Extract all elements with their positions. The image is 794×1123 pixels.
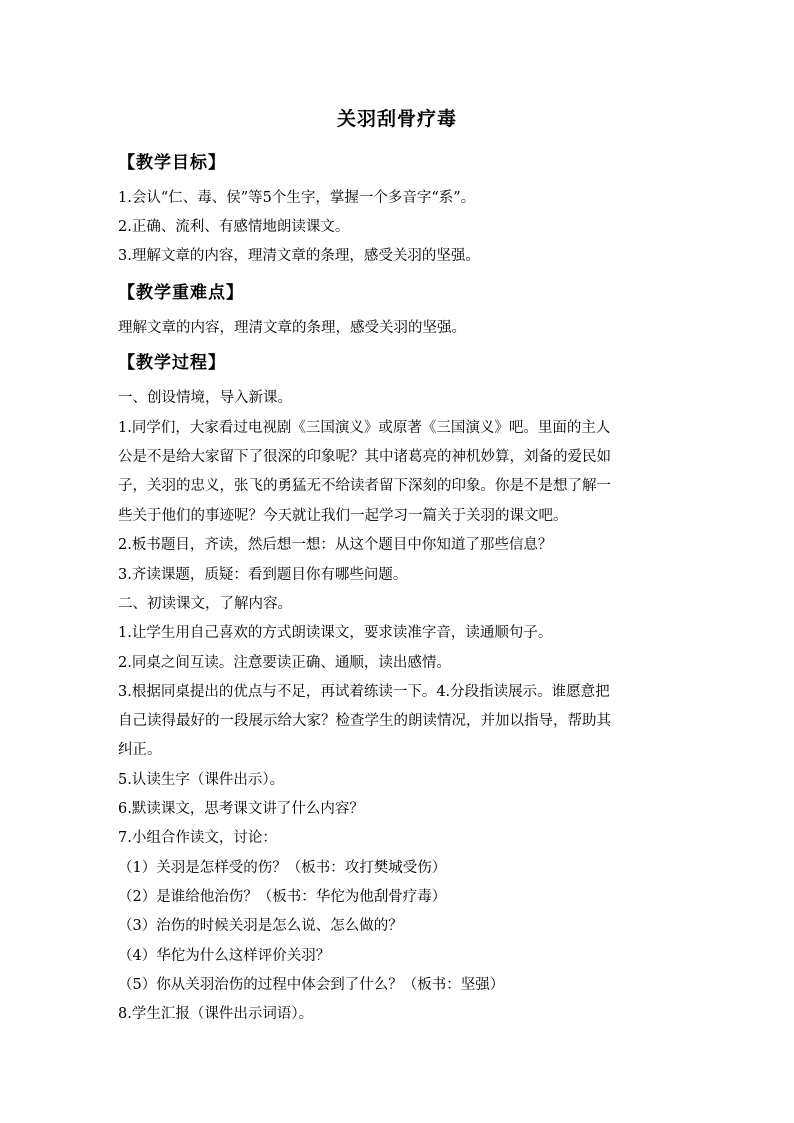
section-heading-goals: 【教学目标】 xyxy=(118,153,226,173)
process-line: 1.同学们，大家看过电视剧《三国演义》或原著《三国演义》吧。里面的主人 xyxy=(118,420,611,436)
process-line: 一、创设情境，导入新课。 xyxy=(118,390,292,406)
goal-item-1: 1.会认“仁、毒、侯”等5个生字，掌握一个多音字“系”。 xyxy=(118,190,476,206)
process-line: （2）是谁给他治伤？（板书：华佗为他刮骨疗毒） xyxy=(118,889,447,905)
process-line: （1）关羽是怎样受的伤？（板书：攻打樊城受伤） xyxy=(118,860,447,876)
process-line: 2.同桌之间互读。注意要读正确、通顺，读出感情。 xyxy=(118,655,451,671)
section-heading-key-points: 【教学重难点】 xyxy=(118,283,244,303)
process-line: 些关于他们的事迹呢？今天就让我们一起学习一篇关于关羽的课文吧。 xyxy=(118,508,568,524)
process-line: 子，关羽的忠义，张飞的勇猛无不给读者留下深刻的印象。你是不是想了解一 xyxy=(118,478,611,494)
process-line: 2.板书题目，齐读，然后想一想：从这个题目中你知道了那些信息？ xyxy=(118,537,553,553)
document-title: 关羽刮骨疗毒 xyxy=(336,108,457,130)
process-line: 7.小组合作读文，讨论： xyxy=(118,830,277,846)
goal-item-2: 2.正确、流利、有感情地朗读课文。 xyxy=(118,219,350,235)
goal-item-3: 3.理解文章的内容，理清文章的条理，感受关羽的坚强。 xyxy=(118,248,480,264)
process-line: 公是不是给大家留下了很深的印象呢？其中诸葛亮的神机妙算，刘备的爱民如 xyxy=(118,449,611,465)
process-line: 3.齐读课题，质疑：看到题目你有哪些问题。 xyxy=(118,567,408,583)
process-line: 二、初读课文，了解内容。 xyxy=(118,596,292,612)
process-line: （3）治伤的时候关羽是怎么说、怎么做的？ xyxy=(118,918,403,934)
process-line: 纠正。 xyxy=(118,742,162,758)
process-line: （4）华佗为什么这样评价关羽？ xyxy=(118,948,331,964)
process-line: 8.学生汇报（课件出示词语）。 xyxy=(118,1006,314,1022)
section-heading-process: 【教学过程】 xyxy=(118,353,226,373)
process-line: 自己读得最好的一段展示给大家？检查学生的朗读情况，并加以指导，帮助其 xyxy=(118,713,611,729)
process-line: 5.认读生字（课件出示）。 xyxy=(118,772,285,788)
key-points-text: 理解文章的内容，理清文章的条理，感受关羽的坚强。 xyxy=(118,320,466,336)
process-line: 1.让学生用自己喜欢的方式朗读课文，要求读准字音，读通顺句子。 xyxy=(118,625,553,641)
process-line: （5）你从关羽治伤的过程中体会到了什么？（板书：坚强） xyxy=(118,977,505,993)
process-line: 3.根据同桌提出的优点与不足，再试着练读一下。4.分段指读展示。谁愿意把 xyxy=(118,684,610,700)
process-line: 6.默读课文，思考课文讲了什么内容？ xyxy=(118,801,364,817)
